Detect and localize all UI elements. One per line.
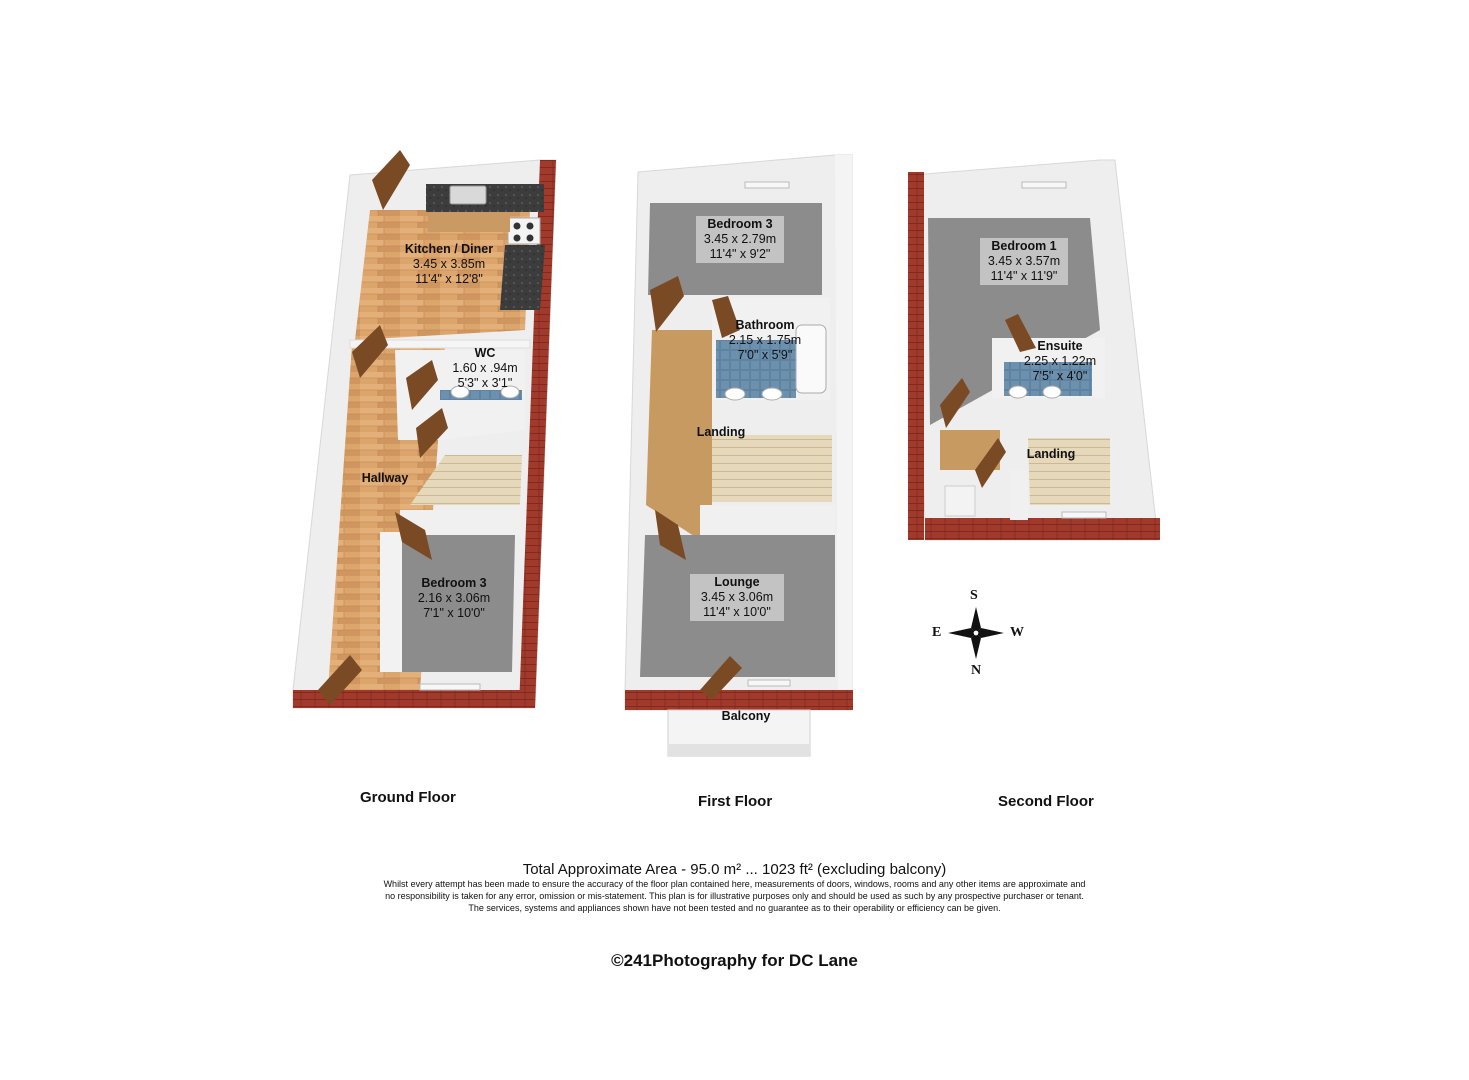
room-label-balcony: Balcony	[721, 709, 771, 723]
compass-north-label: N	[971, 663, 982, 678]
ground-floor-plan	[293, 150, 556, 708]
first-stairs	[712, 435, 832, 502]
toilet-icon	[725, 388, 745, 400]
window-icon	[745, 182, 789, 188]
cupboard	[945, 486, 975, 516]
compass-south-label: S	[970, 588, 978, 603]
kitchen-cupboards	[428, 212, 510, 232]
disclaimer-line-2: no responsibility is taken for any error, omission or mis-statement. This plan is for illustrative purposes only and should be used as such by any prospective purchaser or tenant.	[385, 891, 1084, 901]
room-label-kitchen: Kitchen / Diner 3.45 x 3.85m 11'4" x 12'8"	[404, 242, 494, 286]
window-icon	[748, 680, 790, 686]
basin-icon	[762, 388, 782, 400]
room-label-bathroom: Bathroom 2.15 x 1.75m 7'0" x 5'9"	[728, 318, 802, 362]
copyright-credit: ©241Photography for DC Lane	[611, 951, 858, 970]
window-icon	[1062, 512, 1106, 518]
room-label-second-landing: Landing	[1026, 447, 1076, 461]
compass-west-label: W	[1010, 625, 1024, 640]
compass-east-label: E	[932, 625, 942, 640]
disclaimer-line-1: Whilst every attempt has been made to ensure the accuracy of the floor plan contained here, measurements of doors, windows, rooms and any other items are approximate and	[383, 879, 1086, 889]
room-label-second-bedroom: Bedroom 1 3.45 x 3.57m 11'4" x 11'9"	[980, 238, 1068, 285]
ground-bedroom-wall	[380, 532, 402, 672]
compass-icon	[948, 607, 1004, 659]
balcony-rail	[668, 744, 810, 756]
first-floor-brick-base	[625, 690, 853, 710]
floor-label-ground: Ground Floor	[360, 789, 456, 806]
room-label-ensuite: Ensuite 2.25 x 1.22m 7'5" x 4'0"	[1023, 339, 1097, 383]
floor-label-second: Second Floor	[998, 793, 1094, 810]
room-label-ground-bedroom: Bedroom 3 2.16 x 3.06m 7'1" x 10'0"	[417, 576, 491, 620]
window-icon	[1022, 182, 1066, 188]
first-partition	[700, 505, 835, 535]
basin-icon	[1043, 386, 1061, 398]
room-label-wc: WC 1.60 x .94m 5'3" x 3'1"	[452, 346, 518, 390]
toilet-icon	[1009, 386, 1027, 398]
total-area-text: Total Approximate Area - 95.0 m² ... 1023 ft² (excluding balcony)	[522, 861, 947, 878]
disclaimer-line-3: The services, systems and appliances shown have not been tested and no guarantee as to their operability or efficiency can be given.	[468, 903, 1001, 913]
floor-label-first: First Floor	[698, 793, 773, 810]
sink-icon	[450, 186, 486, 204]
second-floor-brick-base	[925, 518, 1160, 540]
room-label-first-bedroom: Bedroom 3 3.45 x 2.79m 11'4" x 9'2"	[696, 216, 784, 263]
second-floor-brick-side	[908, 172, 924, 540]
hob-icon	[508, 218, 540, 244]
room-label-first-landing: Landing	[696, 425, 746, 439]
window-icon	[420, 684, 480, 690]
room-label-lounge: Lounge 3.45 x 3.06m 11'4" x 10'0"	[690, 574, 784, 621]
room-label-hallway: Hallway	[361, 471, 409, 485]
